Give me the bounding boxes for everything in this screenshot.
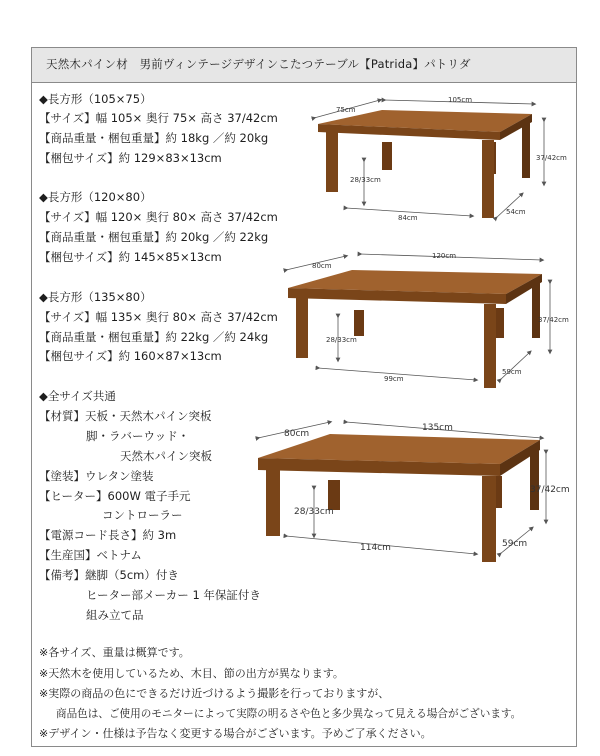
table-leg [266,470,280,536]
size-weight-120: 【商品重量・梱包重量】約 20kg ／約 22kg [39,230,269,244]
dim-inner-depth: 59cm [502,539,528,549]
dim-leg: 28/33cm [350,176,381,184]
note-approx: ※各サイズ、重量は概算です。 [39,646,190,659]
table-leg [484,304,496,388]
table-leg [482,476,496,562]
dim-leg: 28/33cm [294,507,334,517]
dim-inner-depth: 59cm [502,368,522,376]
spec-heater-2: コントローラー [102,508,183,522]
dim-height: 37/42cm [530,485,570,495]
common-heading: ◆全サイズ共通 [39,389,116,403]
dim-width: 105cm [448,96,473,104]
size-heading-105: ◆長方形（105×75） [39,92,152,106]
note-natural-wood: ※天然木を使用しているため、木目、節の出方が異なります。 [39,667,344,680]
size-heading-120: ◆長方形（120×80） [39,190,152,204]
table-leg [482,140,494,218]
dim-inner-width: 114cm [360,543,391,553]
spec-heater: 【ヒーター】600W 電子手元 [39,489,191,503]
dim-width: 135cm [422,423,453,433]
spec-remarks-3: 組み立て品 [86,608,144,622]
dim-height: 37/42cm [538,316,569,324]
spec-cord: 【電源コード長さ】約 3m [39,528,177,542]
note-spec-change: ※デザイン・仕様は予告なく変更する場合がございます。予めご了承ください。 [39,727,432,740]
table-diagram-135 [250,410,570,570]
table-leg [328,480,340,510]
spec-material: 【材質】天板・天然木パイン突板 [39,409,212,423]
table-leg [532,282,540,338]
dim-height: 37/42cm [536,154,567,162]
dim-depth: 75cm [336,106,356,114]
table-leg [326,132,338,192]
size-dimensions-120: 【サイズ】幅 120× 奥行 80× 高さ 37/42cm [39,210,278,224]
note-color-2: 商品色は、ご使用のモニターによって実際の明るさや色と多少異なって見える場合がございます。 [56,708,522,720]
dim-depth: 80cm [312,262,332,270]
size-package-105: 【梱包サイズ】約 129×83×13cm [39,151,222,165]
spec-remarks-2: ヒーター部メーカー 1 年保証付き [86,588,261,602]
table-leg [354,310,364,336]
size-package-135: 【梱包サイズ】約 160×87×13cm [39,349,222,363]
dim-inner-depth: 54cm [506,208,526,216]
table-leg [522,122,530,178]
size-dimensions-105: 【サイズ】幅 105× 奥行 75× 高さ 37/42cm [39,111,278,125]
spec-material-legs: 脚・ラバーウッド・ [86,429,190,443]
spec-remarks: 【備考】継脚（5cm）付き [39,568,179,582]
spec-origin: 【生産国】ベトナム [39,548,142,562]
spec-coating: 【塗装】ウレタン塗装 [39,469,154,483]
dim-leg: 28/33cm [326,336,357,344]
size-weight-105: 【商品重量・梱包重量】約 18kg ／約 20kg [39,131,269,145]
dim-inner-width: 84cm [398,214,418,222]
table-diagram-120 [280,248,569,388]
table-leg [296,298,308,358]
page-title: 天然木パイン材 男前ヴィンテージデザインこたつテーブル【Patrida】パトリダ [46,57,471,71]
dim-inner-width: 99cm [384,375,404,383]
dim-width: 120cm [432,252,457,260]
dim-depth: 80cm [284,429,310,439]
table-leg [530,450,539,510]
size-heading-135: ◆長方形（135×80） [39,290,152,304]
size-weight-135: 【商品重量・梱包重量】約 22kg ／約 24kg [39,330,269,344]
table-leg [382,142,392,170]
size-dimensions-135: 【サイズ】幅 135× 奥行 80× 高さ 37/42cm [39,310,278,324]
size-package-120: 【梱包サイズ】約 145×85×13cm [39,250,222,264]
note-color: ※実際の商品の色にできるだけ近づけるよう撮影を行っておりますが、 [39,687,390,700]
spec-material-legs-2: 天然木パイン突板 [120,449,212,463]
table-diagram-105 [300,94,567,234]
